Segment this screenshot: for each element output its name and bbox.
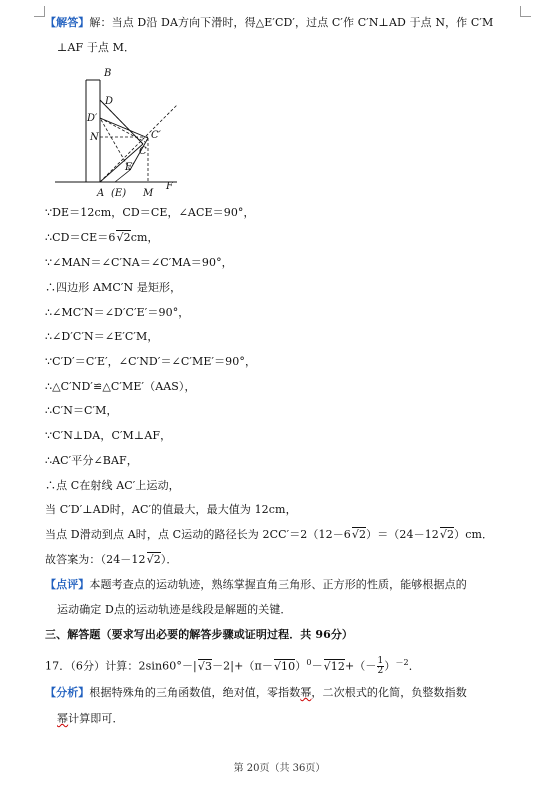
fraction-one-half: $\frac{1}{2}$	[377, 656, 384, 677]
page-footer: 第 20页（共 36页）	[233, 763, 326, 774]
fig-label-A: A	[97, 188, 105, 199]
analysis-line2: 幂计算即可．	[57, 712, 124, 725]
section-heading: 三、解答题（要求写出必要的解答步骤或证明过程．共 96分）	[45, 628, 354, 641]
step-7: ∵C′D′＝C′E′，∠C′ND′＝∠C′ME′＝90°，	[45, 355, 257, 368]
geometry-figure	[55, 60, 195, 200]
comment-tag: 【点评】	[45, 578, 90, 591]
fig-label-E: (E)	[111, 188, 127, 199]
step-11: ∴AC′平分∠BAF，	[45, 454, 138, 467]
analysis-tag: 【分析】	[45, 686, 90, 699]
step-9: ∴C′N＝C′M，	[45, 404, 118, 417]
fig-label-F: F	[166, 181, 173, 192]
answer-tag: 【解答】	[45, 16, 90, 29]
comment-line2: 运动确定 D点的运动轨迹是线段是解题的关键．	[57, 603, 292, 616]
page-corner-mark	[520, 6, 531, 17]
step-10: ∵C′N⊥DA，C′M⊥AF，	[45, 429, 172, 442]
problem-17: 17．（6分）计算：$2\sin 60^\circ-|√3-2|+(\pi-√10)^0-√12+(-$ $\frac{1}{2}$ ）$^{-2}$．	[45, 656, 420, 677]
step-8: ∴△C′ND′≌△C′ME′（AAS），	[45, 380, 196, 393]
analysis-line1: 【分析】根据特殊角的三角函数值，绝对值，零指数幂，二次根式的化简，负整数指数	[45, 686, 467, 699]
step-12: ∴点 C在射线 AC′上运动，	[45, 479, 180, 492]
step-4: ∴四边形 AMC′N 是矩形，	[45, 281, 182, 294]
fig-label-M: M	[143, 188, 154, 199]
comment-line1: 【点评】本题考查点的运动轨迹，熟练掌握直角三角形、正方形的性质，能够根据点的	[45, 578, 467, 591]
fig-label-D: D	[105, 96, 114, 107]
path-length-line: 当点 D滑动到点 A时，点 C运动的路径长为 2CC′＝2（12－6√2）＝（24－12√2）cm．	[45, 528, 494, 541]
fig-label-E-prime: E′	[125, 162, 135, 173]
page-corner-mark	[34, 6, 45, 17]
fig-label-B: B	[104, 68, 112, 79]
sqrt-2: √2	[116, 231, 131, 244]
step-6: ∴∠D′C′N＝∠E′C′M，	[45, 330, 159, 343]
step-13: 当 C′D′⊥AD时，AC′的值最大，最大值为 12cm，	[45, 503, 297, 516]
step-5: ∴∠MC′N＝∠D′C′E′＝90°，	[45, 306, 190, 319]
step-2: ∴CD＝CE＝6√2cm，	[45, 231, 159, 244]
solution-intro-line2: ⊥AF 于点 M．	[57, 41, 136, 54]
fig-label-N: N	[90, 132, 99, 143]
step-3: ∵∠MAN＝∠C′NA＝∠C′MA＝90°，	[45, 256, 233, 269]
answer-line: 故答案为：（24－12√2）．	[45, 553, 178, 566]
fig-label-C: C	[139, 146, 147, 157]
fig-label-D-prime: D′	[87, 113, 98, 124]
step-1: ∵DE＝12cm，CD＝CE，∠ACE＝90°，	[45, 206, 255, 219]
fig-label-C-prime: C′	[151, 130, 161, 141]
solution-intro-line1: 【解答】解：当点 D沿 DA方向下滑时，得△E′CD′，过点 C′作 C′N⊥AD 于点 N，作 C′M	[45, 16, 494, 29]
